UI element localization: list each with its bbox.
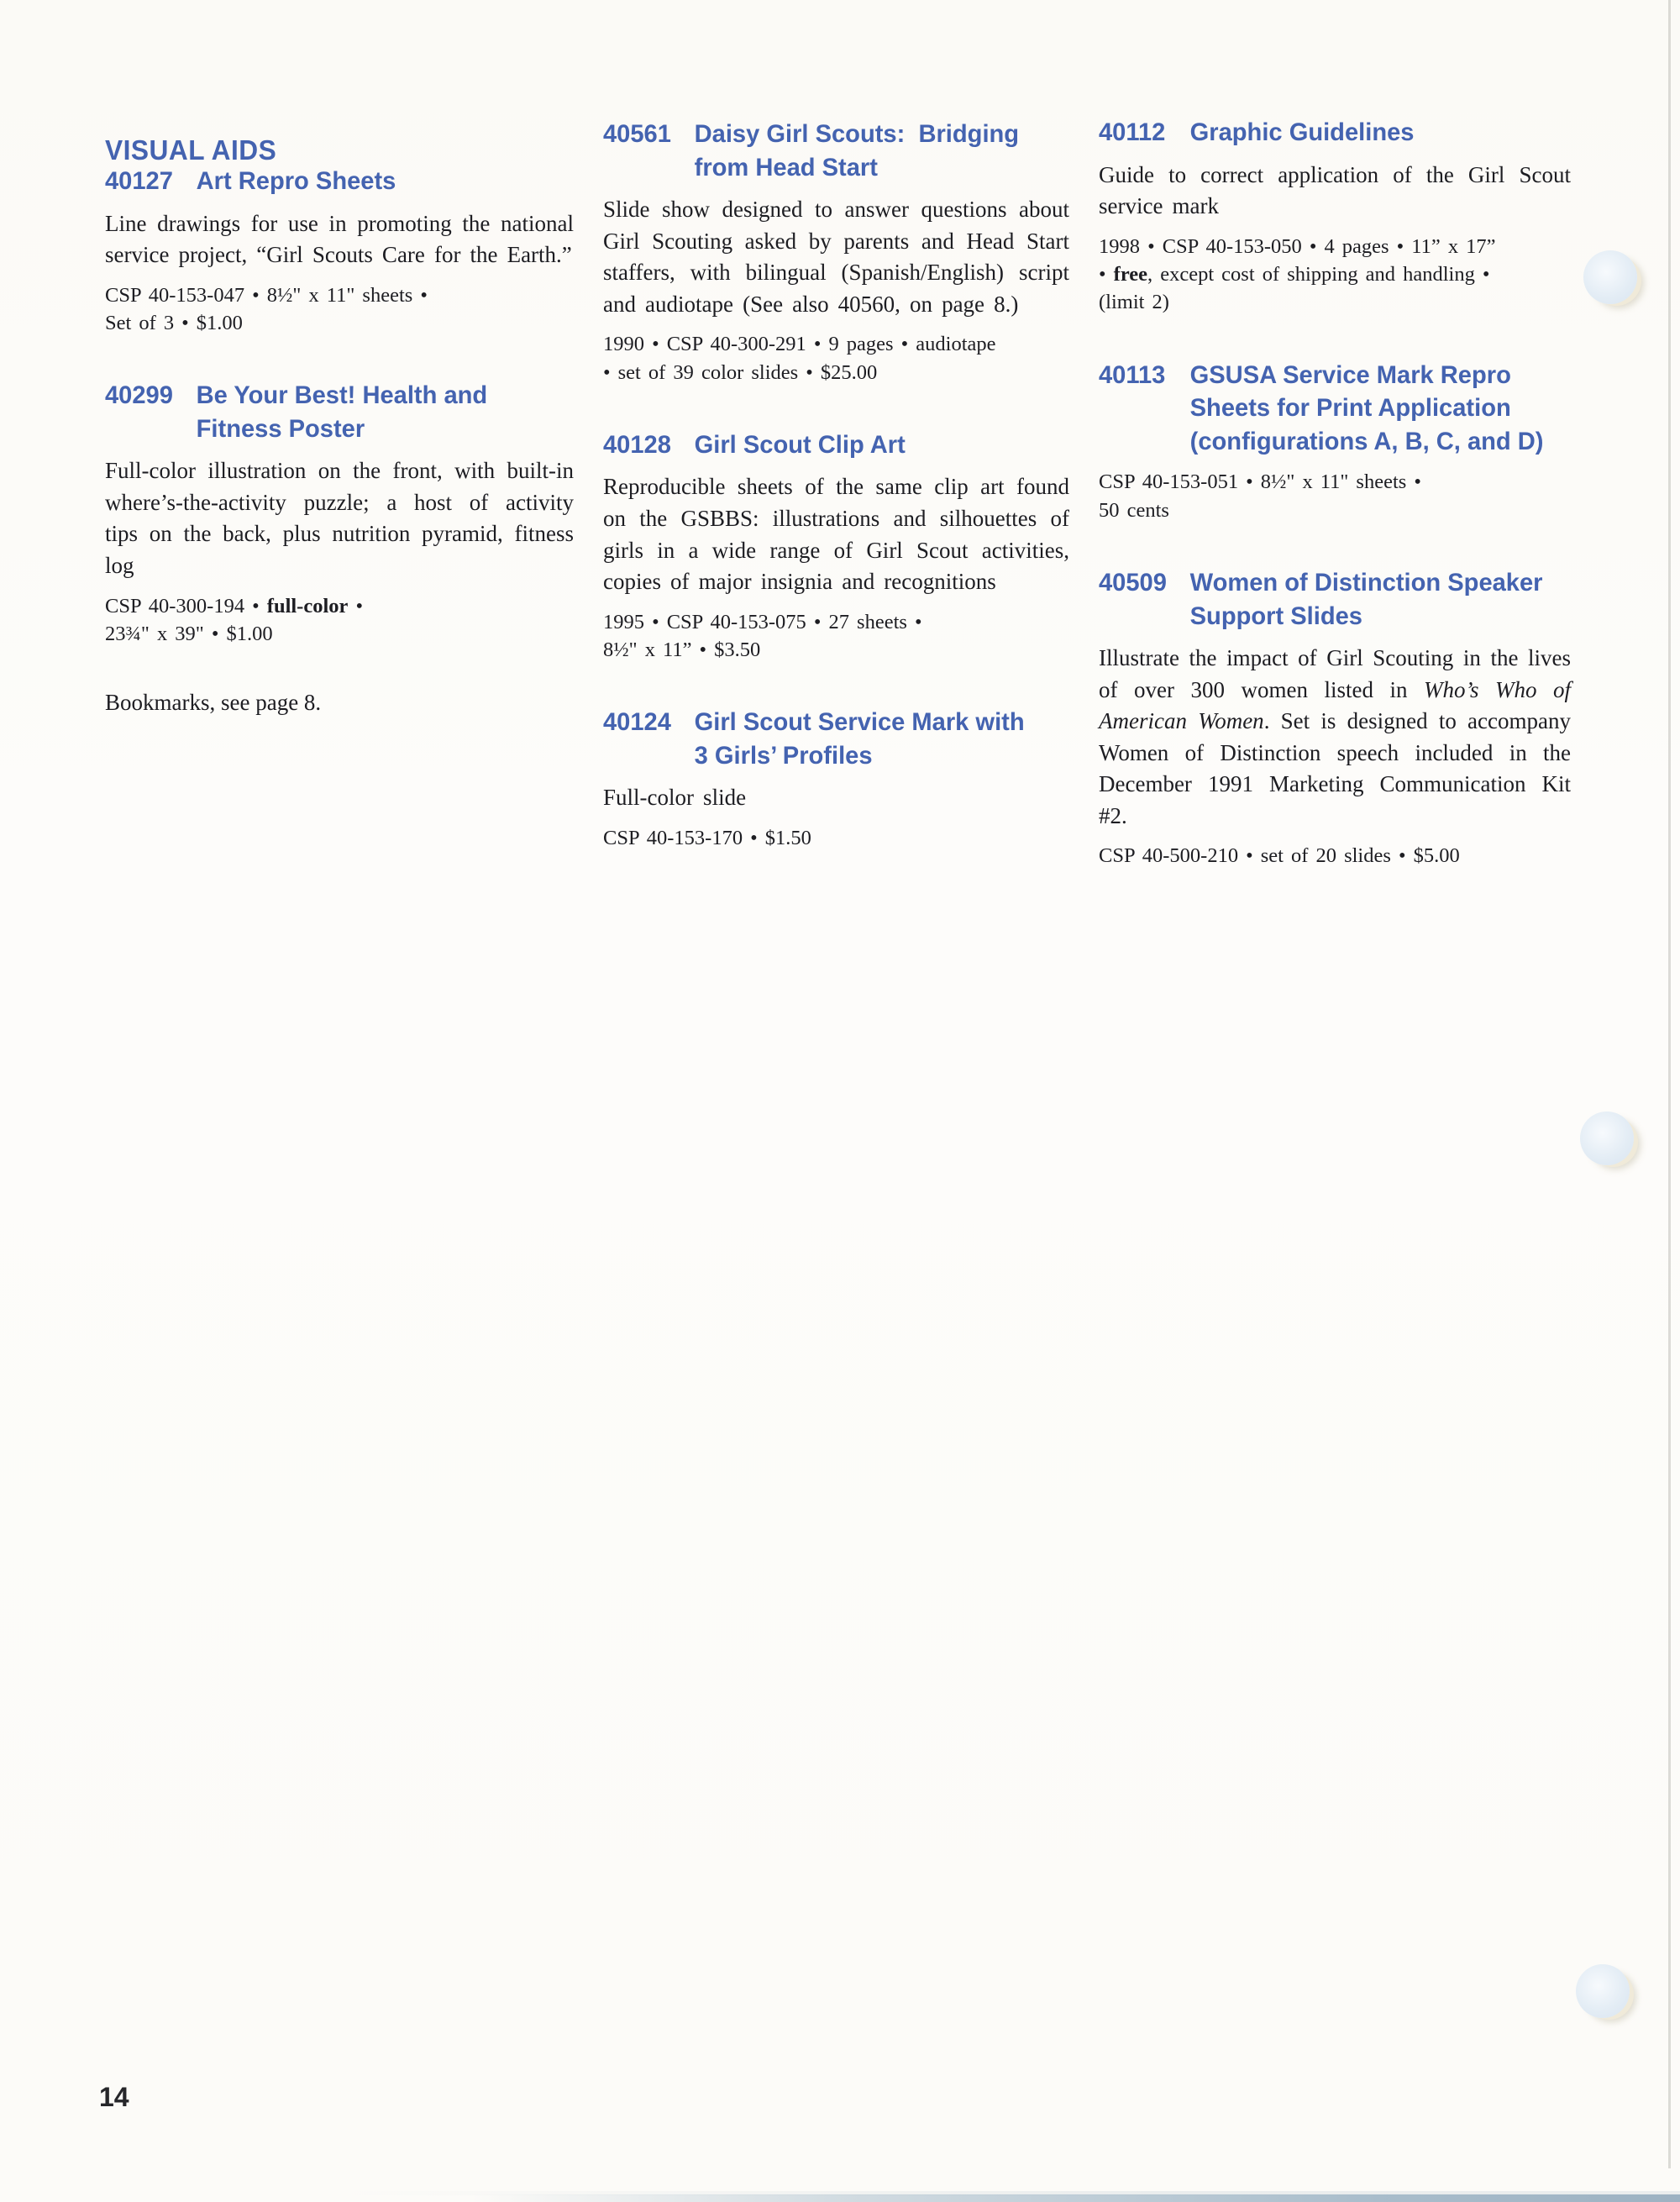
text-run: CSP 40-153-047 • 8½" x 11" sheets • bbox=[105, 283, 428, 307]
item-title bbox=[1190, 566, 1557, 633]
column-right bbox=[1099, 116, 1571, 912]
item-title-line: 3 Girls’ Profiles bbox=[694, 741, 873, 770]
item-code: 40299 bbox=[105, 381, 173, 410]
text-run: • set of 39 color slides • $25.00 bbox=[603, 360, 878, 384]
item-code: 40113 bbox=[1099, 360, 1166, 389]
cross-reference-note: Bookmarks, see page 8. bbox=[105, 690, 322, 716]
text-run: Who’s Who of American Women bbox=[1099, 676, 1571, 734]
text-run: • bbox=[348, 594, 364, 618]
column-left bbox=[105, 165, 574, 716]
text-run: , except cost of shipping and handling • bbox=[1147, 262, 1490, 286]
item-title bbox=[695, 428, 1056, 462]
item-title bbox=[1190, 116, 1557, 150]
item-title-line: Girl Scout Service Mark with bbox=[694, 708, 1025, 737]
item-code: 40561 bbox=[603, 120, 671, 148]
item-title bbox=[197, 379, 560, 445]
column-middle bbox=[603, 118, 1069, 894]
spec-line bbox=[105, 309, 574, 337]
binder-hole-middle bbox=[1580, 1112, 1634, 1165]
spec-line bbox=[105, 592, 574, 620]
text-run: Full-color slide bbox=[603, 785, 747, 811]
text-run: (limit 2) bbox=[1099, 291, 1169, 314]
text-run: CSP 40-300-194 • bbox=[105, 594, 267, 618]
catalog-item bbox=[105, 379, 574, 648]
text-run: Guide to correct application of the Girl Scout service mark bbox=[1099, 161, 1571, 219]
item-description bbox=[603, 471, 1069, 597]
text-run: free bbox=[1113, 262, 1147, 286]
text-run: Full-color illustration on the front, with built-in where’s-the-activity puzzle; a host of activity tips on the back, plus nutrition pyramid, fitness log bbox=[105, 458, 574, 578]
item-specs bbox=[105, 281, 574, 338]
item-title-line: Graphic Guidelines bbox=[1189, 118, 1415, 146]
item-code: 40112 bbox=[1099, 118, 1166, 146]
item-title-line: Sheets for Print Application bbox=[1189, 394, 1511, 423]
item-title-line: GSUSA Service Mark Repro bbox=[1189, 360, 1511, 389]
item-title bbox=[197, 165, 560, 198]
bottom-edge-bar bbox=[470, 2194, 1680, 2202]
spec-line bbox=[1099, 497, 1571, 524]
item-title-line: (configurations A, B, C, and D) bbox=[1189, 427, 1544, 455]
text-run: Slide show designed to answer questions about Girl Scouting asked by parents and Head Start staffers, with bilingual (Spanish/English) script and audiotape (See also 40560, on page 8.) bbox=[603, 197, 1069, 317]
item-specs bbox=[105, 592, 574, 649]
spec-line bbox=[105, 281, 574, 309]
item-specs bbox=[603, 824, 1069, 852]
text-run: Illustrate the impact of Girl Scouting in the lives of over 300 women listed in bbox=[1099, 645, 1571, 702]
item-code: 40128 bbox=[603, 430, 671, 459]
item-specs bbox=[1099, 842, 1571, 870]
spec-line bbox=[105, 620, 574, 648]
catalog-item bbox=[603, 118, 1069, 386]
item-heading bbox=[1099, 359, 1557, 459]
item-description bbox=[105, 208, 574, 271]
item-title-line: Support Slides bbox=[1189, 602, 1362, 630]
binder-hole-top bbox=[1583, 250, 1637, 304]
text-run: CSP 40-153-170 • $1.50 bbox=[603, 826, 811, 849]
spec-line bbox=[1099, 288, 1571, 316]
section-title: VISUAL AIDS bbox=[105, 134, 277, 166]
spec-line bbox=[1099, 260, 1571, 288]
item-heading bbox=[1099, 116, 1557, 150]
catalog-item bbox=[105, 165, 574, 337]
spec-line bbox=[1099, 842, 1571, 870]
text-run: • bbox=[1099, 262, 1114, 286]
catalog-item bbox=[1099, 359, 1571, 524]
item-specs bbox=[603, 330, 1069, 386]
item-description bbox=[105, 455, 574, 581]
page-number: 14 bbox=[99, 2082, 129, 2112]
item-title-line: Be Your Best! Health and bbox=[196, 381, 488, 410]
item-description bbox=[603, 194, 1069, 320]
text-run: full-color bbox=[266, 594, 349, 618]
text-run: 50 cents bbox=[1099, 498, 1169, 522]
item-title-line: Daisy Girl Scouts: Bridging bbox=[694, 120, 1020, 148]
catalog-item bbox=[1099, 566, 1571, 870]
item-title bbox=[1190, 359, 1557, 459]
item-title-line: Art Repro Sheets bbox=[196, 167, 396, 195]
item-code: 40509 bbox=[1099, 568, 1167, 596]
text-run: 1990 • CSP 40-300-291 • 9 pages • audiotape bbox=[603, 333, 996, 356]
item-specs bbox=[603, 608, 1069, 665]
text-run: 8½" x 11” • $3.50 bbox=[603, 638, 761, 661]
spec-line bbox=[1099, 468, 1571, 496]
spec-line bbox=[603, 359, 1069, 386]
item-heading bbox=[603, 118, 1055, 184]
item-title-line: from Head Start bbox=[694, 153, 878, 181]
item-specs bbox=[1099, 233, 1571, 317]
page-edge-line bbox=[1668, 0, 1671, 2168]
item-heading bbox=[105, 379, 559, 445]
spec-line bbox=[1099, 233, 1571, 260]
item-heading bbox=[603, 428, 1055, 462]
text-run: . Set is designed to accompany Women of Distinction speech included in the December 1991 Marketing Communication Kit #2. bbox=[1099, 708, 1571, 828]
item-title-line: Fitness Poster bbox=[196, 414, 365, 443]
item-specs bbox=[1099, 468, 1571, 524]
item-title bbox=[695, 706, 1056, 772]
item-description bbox=[1099, 643, 1571, 832]
binder-hole-bottom bbox=[1576, 1964, 1630, 2018]
spec-line bbox=[603, 636, 1069, 664]
text-run: 1995 • CSP 40-153-075 • 27 sheets • bbox=[603, 610, 922, 633]
item-title-line: Girl Scout Clip Art bbox=[694, 430, 906, 459]
item-code: 40127 bbox=[105, 167, 173, 195]
item-code: 40124 bbox=[603, 708, 671, 737]
item-description bbox=[1099, 160, 1571, 223]
item-description bbox=[603, 782, 1069, 814]
item-title bbox=[695, 118, 1056, 184]
spec-line bbox=[603, 824, 1069, 852]
item-heading bbox=[603, 706, 1055, 772]
text-run: Set of 3 • $1.00 bbox=[105, 311, 243, 334]
item-heading bbox=[1099, 566, 1557, 633]
text-run: 23¾" x 39" • $1.00 bbox=[105, 622, 273, 645]
catalog-item bbox=[603, 428, 1069, 664]
item-heading bbox=[105, 165, 559, 198]
catalog-item bbox=[1099, 116, 1571, 317]
text-run: Reproducible sheets of the same clip art found on the GSBBS: illustrations and silhouettes of girls in a wide range of Girl Scout activities, copies of major insignia and recognitions bbox=[603, 474, 1069, 595]
text-run: Line drawings for use in promoting the national service project, “Girl Scouts Care for the Earth.” bbox=[105, 210, 574, 268]
text-run: 1998 • CSP 40-153-050 • 4 pages • 11” x 17” bbox=[1099, 234, 1496, 258]
item-title-line: Women of Distinction Speaker bbox=[1189, 568, 1543, 596]
spec-line bbox=[603, 330, 1069, 358]
spec-line bbox=[603, 608, 1069, 636]
text-run: CSP 40-153-051 • 8½" x 11" sheets • bbox=[1099, 470, 1421, 494]
text-run: CSP 40-500-210 • set of 20 slides • $5.00 bbox=[1099, 844, 1460, 868]
catalog-item bbox=[603, 706, 1069, 852]
